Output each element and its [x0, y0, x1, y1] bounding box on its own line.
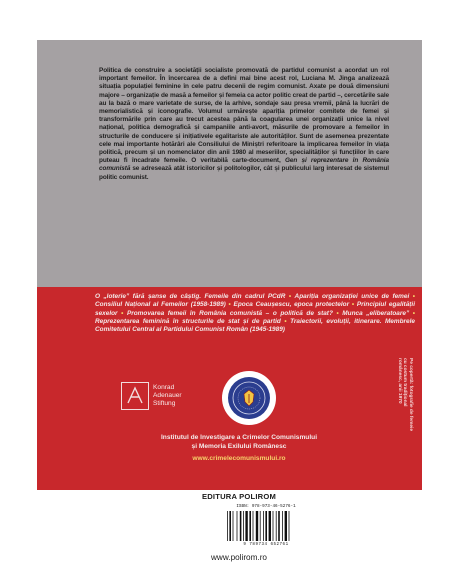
contents-item: Promovarea femeii în România comunistă – o politică de stat? [126, 309, 333, 317]
contents-item: Traiectorii, evoluții, itinerare. Membrele Comitetului Central al Partidului Comunist Român (1945-1989) [95, 317, 415, 333]
contents-item: Consiliul Național al Femeilor (1958-1989) [95, 301, 226, 309]
contents-separator: • [225, 301, 234, 309]
contents-list [95, 293, 415, 334]
contents-separator: • [409, 309, 415, 317]
institute-name [92, 433, 386, 451]
kas-line-3: Stiftung [153, 400, 176, 407]
blurb-book-title: Gen și reprezentare în România comunistă [99, 157, 389, 173]
blurb-part-1: Politica de construire a societății socialiste promovată de partidul comunist a acordat un rol important femeilor. În încercarea de a defini mai bine acest rol, Luciana M. Jinga analizează situația populației feminine în cele patru decenii de regim comunist. Axate pe două dimensiuni majore – organizație de masă a femeilor și femeia ca actor politic creat de partid –, cercetările sale au la bază o mare varietate de surse, de la arhive, sondaje sau presa vremii, până la lucrări de memorialistică și iconografie. Volumul urmărește apariția primelor comitete de femei și transformările prin care au trecut acestea până la coagularea unei organizații unice la nivel național, politica demografică și campaniile anti-avort, măsurile de promovare a femeilor în structurile de conducere și inițiativele egalitariste ale autorităților. Sunt de asemenea prezentate cele mai importante hotărâri ale Consiliului de Miniștri referitoare la implicarea femeilor în viața politică, precum și un nomenclator din anii 1980 al meseriilor, specialităților și funcțiilor în care puteau fi încadrate femeile. O veritabilă carte-document, [99, 67, 389, 165]
barcode-icon [225, 511, 307, 543]
contents-separator: • [349, 301, 357, 309]
publisher-name: EDITURA POLIROM [201, 492, 276, 501]
isbn-label: ISBN: 978-973-46-5276-1 [236, 504, 296, 509]
institute-line-2: și Memoria Exilului Românesc [191, 443, 287, 450]
iiccmer-seal-icon [222, 371, 276, 425]
contents-separator: • [285, 293, 295, 300]
cover-photo-credit: Pe copertă: fotografie de femeie cu costum tradițional românesc, anii 1970 [397, 358, 413, 432]
contents-item: Munca „eliberatoare” [342, 309, 410, 317]
kas-line-1: Konrad [153, 384, 175, 391]
kas-logo-mark [121, 382, 149, 410]
back-cover [37, 0, 422, 584]
kas-logo [121, 382, 182, 410]
kas-line-2: Adenauer [153, 392, 182, 399]
institute-url: www.crimelecomunismului.ro [192, 455, 286, 462]
contents-separator: • [332, 309, 343, 317]
publisher-website: www.polirom.ro [211, 553, 267, 562]
contents-item: O „loterie” fără șanse de câștig. Femeile din cadrul PCdR [95, 293, 286, 300]
contents-separator: • [117, 309, 127, 317]
contents-item: Apariția organizației unice de femei [294, 293, 410, 300]
isbn-barcode [223, 504, 309, 552]
kas-logo-text [153, 384, 182, 408]
contents-separator: • [280, 317, 291, 325]
blurb-text [99, 67, 389, 182]
contents-item: Reprezentarea feminină în structurile de stat și de partid [95, 317, 281, 325]
contents-item: Epoca Ceaușescu, epoca protectelor [233, 301, 350, 309]
contents-item: Principiul egalității sexelor [95, 301, 415, 317]
isbn-digits: 9 789734 652761 [243, 543, 289, 547]
contents-separator: • [409, 293, 415, 300]
blurb-part-2: se adresează atât istoricilor și politologilor, cât și publicului larg interesat de sistemul politic comunist. [99, 165, 389, 181]
institute-line-1: Institutul de Investigare a Crimelor Comunismului [160, 434, 318, 441]
